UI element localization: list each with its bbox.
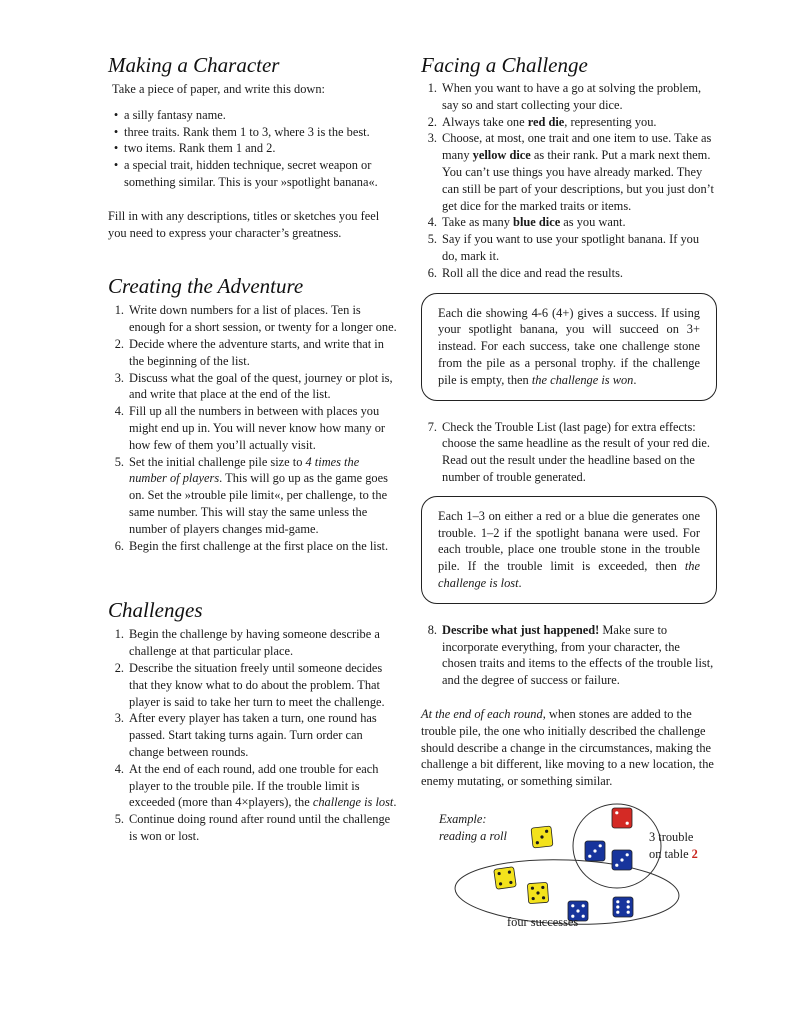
text-run: , representing you. [564, 114, 657, 129]
list-number: 6. [427, 265, 437, 280]
list-number: 2. [427, 114, 437, 129]
yellow-die-icon [531, 826, 553, 848]
text-run: Always take one [442, 114, 528, 129]
trouble-rule-box [421, 496, 717, 604]
die-pip [615, 811, 618, 814]
dice-roll-example [421, 794, 717, 934]
list-item [421, 114, 717, 131]
describe-step [421, 622, 717, 689]
list-number: 1. [114, 303, 124, 318]
list-item [108, 811, 400, 845]
die-pip [620, 858, 623, 861]
list-number: 5. [427, 232, 437, 247]
section-heading: Challenges [108, 598, 203, 623]
list-number: 4. [427, 215, 437, 230]
yellow-die-icon [527, 882, 548, 903]
bullet-item [108, 124, 400, 141]
list-number: 3. [114, 711, 124, 726]
list-number: 8. [427, 622, 437, 637]
text-run: Begin the challenge by having someone describe a challenge at that particular place. [129, 627, 380, 659]
die-pip [588, 854, 591, 857]
list-number: 1. [114, 627, 124, 642]
text-run: as their rank. Put a mark next them. You can’t use things you have already marked. They can still be part of your descriptions, but you just don’t get dice for the marked traits or items. [442, 148, 714, 213]
example-label: Example: [439, 811, 487, 826]
text-run: Choose, at most, one trait and one item to use. Take as many [442, 131, 712, 163]
list-text [125, 660, 400, 710]
text-run: Decide where the adventure starts, and write that in the beginning of the list. [129, 336, 384, 368]
text-run: . [393, 795, 397, 810]
blue-die-icon [613, 897, 633, 917]
making-character-section [108, 50, 400, 241]
list-item [421, 214, 717, 231]
die-face [612, 808, 632, 828]
bullet-text: three traits. Rank them 1 to 3, where 3 is the best. [124, 124, 370, 139]
list-number: 5. [114, 812, 124, 827]
text-run: . [518, 575, 522, 590]
die-pip [626, 853, 629, 856]
bullet-item [108, 140, 400, 157]
list-number: 4. [114, 761, 124, 776]
italic-text: challenge is lost [312, 795, 394, 810]
list-text [438, 419, 717, 486]
trouble-label: 3 trouble [649, 829, 694, 844]
italic-text: At the end of each round [421, 706, 543, 721]
end-of-round-paragraph [421, 706, 717, 790]
text-run: Say if you want to use your spotlight banana. If you do, mark it. [442, 232, 700, 263]
list-text [125, 710, 400, 760]
list-item [421, 265, 717, 282]
text-run: Fill up all the numbers in between with places you might end up in. You will never know how many or how few of them you’ll actually visit. [129, 404, 386, 452]
list-text [125, 336, 400, 370]
bullet-text: a special trait, hidden technique, secret weapon or something similar. This is your »spotlight banana«. [124, 158, 378, 189]
bullet-text: a silly fantasy name. [124, 107, 226, 122]
list-text [438, 114, 717, 131]
italic-text: 4 times the number of players [129, 454, 360, 486]
text-run: Roll all the dice and read the results. [442, 265, 623, 280]
bullet-item [108, 157, 400, 191]
list-number: 1. [427, 81, 437, 95]
list-text [438, 130, 717, 214]
list-number: 3. [114, 370, 124, 385]
list-item [108, 302, 400, 336]
trouble-table-number: 2 [691, 846, 698, 861]
list-item [108, 626, 400, 660]
list-number: 4. [114, 404, 124, 419]
die-pip [593, 849, 596, 852]
bold-text: Describe what just happened! [442, 622, 600, 637]
list-item [108, 454, 400, 538]
list-text [125, 538, 400, 555]
die-pip [627, 910, 630, 913]
die-pip [576, 909, 579, 912]
creating-adventure-section [108, 271, 400, 554]
text-run: Begin the first challenge at the first place on the list. [129, 538, 389, 553]
successes-label: four successes [507, 914, 579, 929]
text-run: Discuss what the goal of the quest, journey or plot is, and write that place at the end of the list. [129, 370, 393, 402]
bullet-icon: • [113, 124, 119, 139]
yellow-die-icon [494, 867, 517, 890]
list-item [108, 370, 400, 404]
text-run: Take as many [442, 215, 514, 230]
list-item [108, 660, 400, 710]
die-pip [615, 863, 618, 866]
list-item [421, 80, 717, 114]
text-run: Continue doing round after round until the challenge is won or lost. [129, 812, 391, 843]
bullet-icon: • [113, 141, 119, 156]
right-column [421, 50, 717, 934]
italic-text: the challenge is won [531, 372, 634, 387]
text-run: At the end of each round, add one trouble for each player to the trouble pile. If the trouble limit is exceeded (more than 4×players), the [129, 761, 379, 810]
left-column [108, 50, 400, 845]
bold-text: yellow dice [472, 148, 531, 163]
list-text [125, 811, 400, 845]
list-text [438, 265, 717, 282]
die-pip [616, 900, 619, 903]
list-text [125, 302, 400, 336]
bullet-item [108, 107, 400, 124]
red-die-icon [612, 808, 632, 828]
list-item [421, 622, 717, 689]
die-pip [627, 900, 630, 903]
success-rule-box [421, 293, 717, 401]
die-pip [626, 821, 629, 824]
list-item [421, 419, 717, 486]
list-number: 2. [114, 660, 124, 675]
blue-die-icon [612, 850, 632, 870]
text-run: Set the initial challenge pile size to [129, 454, 306, 469]
text-run: . [633, 372, 637, 387]
die-pip [616, 910, 619, 913]
bold-text: red die [527, 114, 565, 129]
facing-challenge-section [421, 50, 717, 934]
list-number: 3. [427, 131, 437, 146]
text-run: Describe the situation freely until someone decides that they know what to do about the problem. That player is said to take her turn to meet the challenge. [129, 660, 385, 709]
list-number: 2. [114, 336, 124, 351]
list-text [125, 403, 400, 453]
list-item [108, 761, 400, 811]
italic-text: the challenge is lost [438, 559, 700, 590]
dice-group [494, 808, 633, 921]
list-text [438, 80, 717, 114]
list-text [125, 626, 400, 660]
bullet-icon: • [113, 107, 119, 122]
adventure-steps-list [108, 302, 400, 554]
text-run: Make sure to incorporate everything, from your character, the chosen traits and items to the effects of the trouble list, and the degree of success or failure. [442, 622, 714, 688]
example-label: reading a roll [439, 828, 507, 843]
section-heading: Creating the Adventure [108, 274, 304, 299]
list-item [421, 231, 717, 265]
list-text [438, 231, 717, 265]
trouble-label [649, 847, 698, 861]
die-pip [616, 905, 619, 908]
list-number: 7. [427, 419, 437, 434]
bold-text: blue dice [513, 215, 561, 230]
die-pip [599, 844, 602, 847]
list-number: 6. [114, 538, 124, 553]
die-pip [627, 905, 630, 908]
facing-steps-list [421, 80, 717, 282]
challenges-section [108, 595, 400, 844]
text-run: When you want to have a go at solving the problem, say so and start collecting your dice. [442, 81, 702, 112]
text-run: , when stones are added to the trouble pile, the one who initially described the challenge should describe a change in the circumstances, making the challenge a bit different, like moving to a new location, the enemy mutating, or something similar. [421, 706, 714, 789]
die-pip [571, 904, 574, 907]
section-heading: Making a Character [108, 53, 280, 77]
character-bullet-list [108, 107, 400, 191]
list-item [108, 710, 400, 760]
making-outro: Fill in with any descriptions, titles or sketches you feel you need to express your character’s greatness. [108, 208, 380, 240]
text-run: Write down numbers for a list of places. Ten is enough for a short session, or twenty for a longer one. [129, 303, 397, 335]
trouble-list-step [421, 419, 717, 486]
bullet-icon: • [113, 158, 119, 173]
list-number: 5. [114, 454, 124, 469]
challenge-steps-list [108, 626, 400, 844]
text-run: as you want. [560, 215, 626, 230]
die-face [613, 897, 633, 917]
trouble-label-text: on table [649, 846, 689, 861]
text-run: Check the Trouble List (last page) for extra effects: choose the same headline as the result of your red die. Read out the result under the headline based on the number of trouble generated. [442, 419, 711, 484]
die-pip [582, 904, 585, 907]
die-pip [582, 914, 585, 917]
list-item [108, 336, 400, 370]
list-item [108, 538, 400, 555]
list-text [125, 761, 400, 811]
die-face [494, 867, 517, 890]
list-text [438, 214, 717, 231]
section-heading: Facing a Challenge [421, 53, 588, 77]
text-run: Each die showing 4-6 (4+) gives a success. If using your spotlight banana, you will succeed on 3+ instead. For each success, take one challenge stone from the pile as a personal trophy. if the challenge pile is empty, then [438, 305, 700, 387]
list-item [421, 130, 717, 214]
text-run: After every player has taken a turn, one round has passed. Start taking turns again. Turn order can change between rounds. [129, 711, 377, 759]
list-text [125, 370, 400, 404]
blue-die-icon [585, 841, 605, 861]
list-text [125, 454, 400, 538]
list-item [108, 403, 400, 453]
making-intro: Take a piece of paper, and write this down: [112, 82, 325, 96]
bullet-text: two items. Rank them 1 and 2. [124, 141, 276, 156]
text-run: Each 1–3 on either a red or a blue die generates one trouble. 1–2 if the spotlight banana were used. For each trouble, place one trouble stone in the trouble pile. If the trouble limit is exceeded, then [438, 508, 700, 574]
text-run: . This will go up as the game goes on. Set the »trouble pile limit«, per challenge, to the same number. This will stay the same unless the number of players changes mid-game. [129, 471, 388, 536]
list-text [438, 622, 717, 689]
